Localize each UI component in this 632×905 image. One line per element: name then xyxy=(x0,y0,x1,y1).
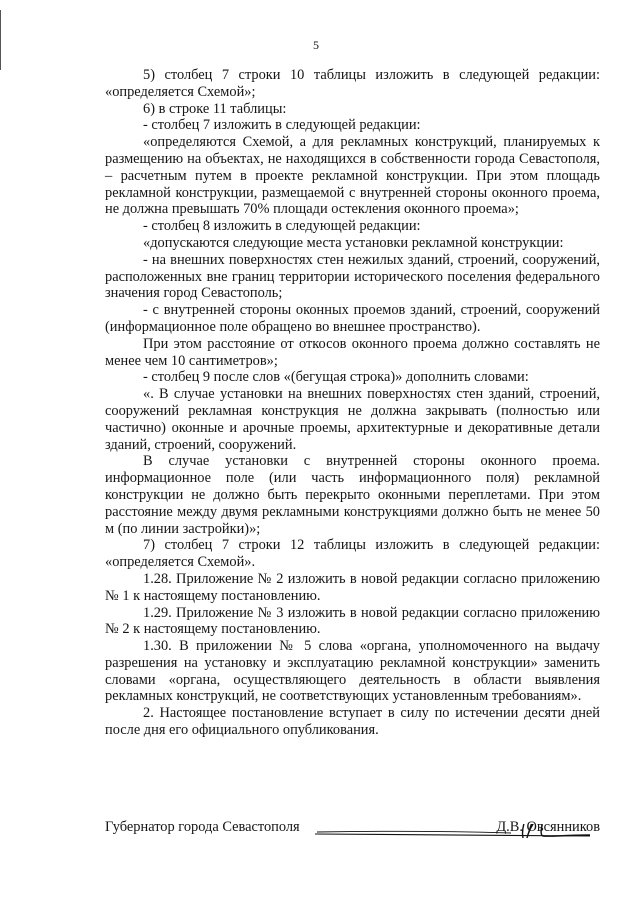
signatory-name: Д.В. Овсянников xyxy=(496,819,600,835)
paragraph-place-internal: - с внутренней стороны оконных проемов зданий, строений, сооружений (информационное поле обращено во внешнее пространство). xyxy=(105,302,600,335)
paragraph-column-7-text: «определяются Схемой, а для рекламных конструкций, планируемых к размещению на объектах, не находящихся в собственности города Севастополя, – расчетным путем в проекте рекламной конструкции. При этом площадь рекламной конструкции, размещаемой с внутренней стороны оконного проема, не должна превышать 70% площади остекления оконного проема»; xyxy=(105,134,600,218)
paragraph-item-6: 6) в строке 11 таблицы: xyxy=(143,100,287,117)
paragraph-column-8: - столбец 8 изложить в следующей редакции: xyxy=(143,218,421,235)
paragraph-item-7: 7) столбец 7 строки 12 таблицы изложить в следующей редакции: «определяется Схемой». xyxy=(105,537,600,571)
paragraph-column-7: - столбец 7 изложить в следующей редакции: xyxy=(143,117,421,134)
paragraph-distance: При этом расстояние от откосов оконного проема должно составлять не менее чем 10 сантиметров»; xyxy=(105,335,600,369)
signatory-title: Губернатор города Севастополя xyxy=(105,819,300,835)
paragraph-1-29: 1.29. Приложение № 3 изложить в новой редакции согласно приложению № 2 к настоящему постановлению. xyxy=(105,604,600,638)
paragraph-1-30: 1.30. В приложении № 5 слова «органа, уполномоченного на выдачу разрешения на установку и эксплуатацию рекламной конструкции» заменить словами «органа, осуществляющего деятельность в области выявления рекламных конструкций, не соответствующих установленным требованиям». xyxy=(105,638,600,705)
paragraph-1-28: 1.28. Приложение № 2 изложить в новой редакции согласно приложению № 1 к настоящему постановлению. xyxy=(105,570,600,604)
paragraph-column-8-intro: «допускаются следующие места установки рекламной конструкции: xyxy=(143,234,564,251)
document-body xyxy=(105,67,600,739)
paragraph-internal-rule: В случае установки с внутренней стороны оконного проема. информационное поле (или часть информационного поля) рекламной конструкции не должно быть перекрыто оконными переплетами. При этом расстояние между двумя рекламными конструкциями должно быть не менее 50 м (по линии застройки)»; xyxy=(105,453,600,537)
paragraph-external-rule: «. В случае установки на внешних поверхностях стен зданий, строений, сооружений рекламная конструкция не должна закрывать (полностью или частично) оконные и арочные проемы, архитектурные и декоративные детали зданий, строений, сооружений. xyxy=(105,386,600,453)
paragraph-effective-date: 2. Настоящее постановление вступает в силу по истечении десяти дней после дня его официального опубликования. xyxy=(105,705,600,739)
paragraph-column-9: - столбец 9 после слов «(бегущая строка)» дополнить словами: xyxy=(143,369,529,386)
page-number: 5 xyxy=(313,38,319,52)
paragraph-place-external: - на внешних поверхностях стен нежилых зданий, строений, сооружений, расположенных вне границ территории исторического поселения федерального значения город Севастополь; xyxy=(105,251,600,302)
signature-block xyxy=(105,818,600,840)
paragraph-item-5: 5) столбец 7 строки 10 таблицы изложить в следующей редакции: «определяется Схемой»; xyxy=(105,67,600,100)
